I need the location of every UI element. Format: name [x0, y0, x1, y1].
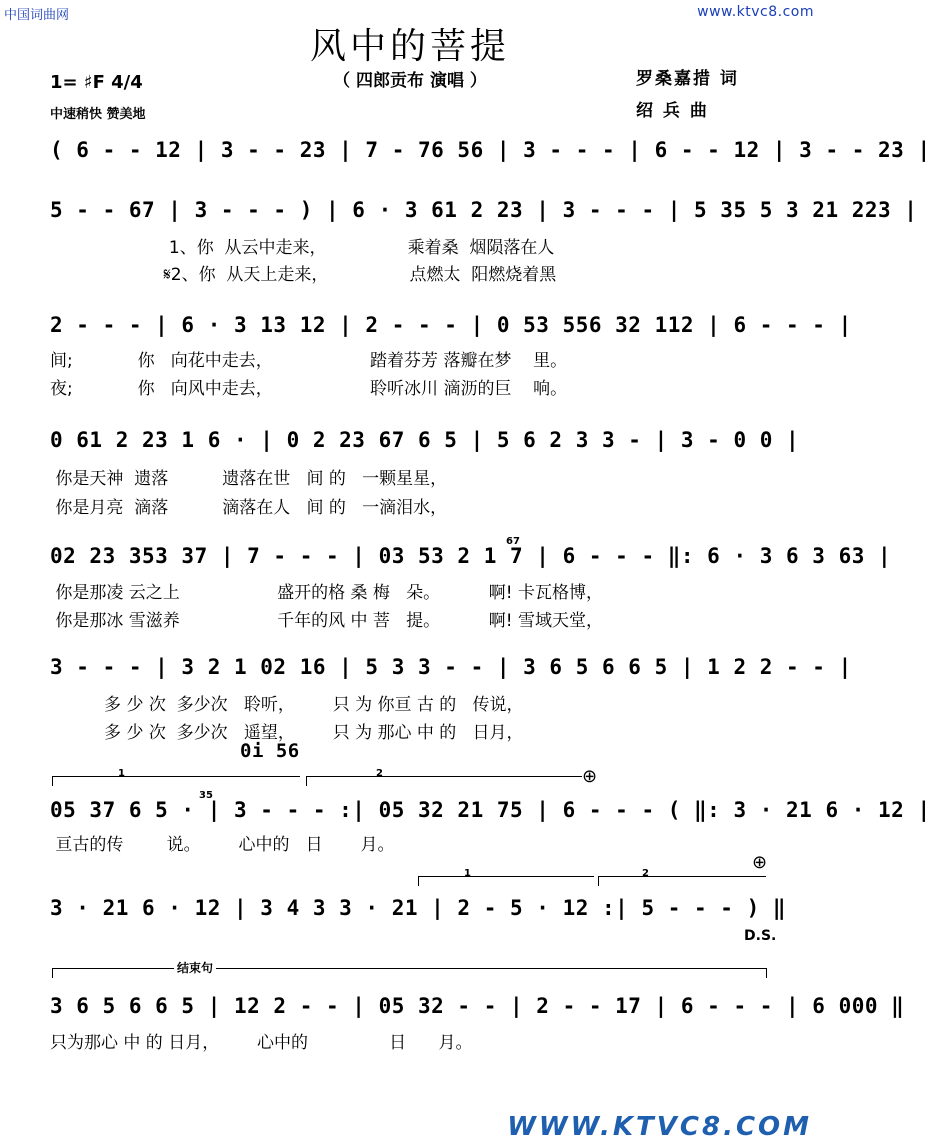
performer-line: （ 四郎贡布 演唱 ） [333, 71, 487, 91]
composer-credit: 绍 兵 曲 [636, 101, 709, 121]
lyric-row-2-verse-1: 1、你 从云中走来， 乘着桑 烟陨落在人 [50, 238, 555, 258]
song-title: 风中的菩提 [309, 26, 510, 67]
score-row-3: 2 - - - | 6 · 3 13 12 | 2 - - - | 0 53 556 32 112 | 6 - - - | [50, 313, 852, 337]
lyric-row-6-verse-2: 多 少 次 多少次 遥望， 只 为 那心 中 的 日月， [50, 723, 524, 743]
lyric-row-9: 只为那心 中 的 日月， 心中的 日 月。 [50, 1033, 473, 1053]
dal-segno-mark: D.S. [744, 928, 777, 944]
ending-label: 结束句 [174, 959, 216, 976]
site-watermark-bottom: WWW.KTVC8.COM [507, 1112, 812, 1142]
score-row-1: ( 6 - - 12 | 3 - - 23 | 7 - 76 56 | 3 - - - | 6 - - 12 | 3 - - 23 | [50, 138, 931, 162]
lyric-row-3-verse-2: 夜; 你 向风中走去， 聆听冰川 滴沥的巨 响。 [50, 379, 568, 399]
lyric-row-2-verse-2: 𝄋2、你 从天上走来， 点燃太 阳燃烧着黑 [50, 265, 557, 285]
score-row-6: 3 - - - | 3 2 1 02 16 | 5 3 3 - - | 3 6 5 6 6 5 | 1 2 2 - - | [50, 655, 852, 679]
volta-2-label-b: 2 [642, 868, 649, 879]
coda-sign-icon: ⊕ [582, 766, 598, 787]
coda-sign-end-icon: ⊕ [752, 852, 768, 873]
score-row-9: 3 6 5 6 6 5 | 12 2 - - | 05 32 - - | 2 - - 17 | 6 - - - | 6 000 ‖ [50, 994, 905, 1018]
score-row-4: 0 61 2 23 1 6 · | 0 2 23 67 6 5 | 5 6 2 3 3 - | 3 - 0 0 | [50, 428, 800, 452]
lyric-row-3-verse-1: 间; 你 向花中走去， 踏着芬芳 落瓣在梦 里。 [50, 351, 568, 371]
lyric-row-5-verse-1: 你是那凌 云之上 盛开的格 桑 梅 朵。 啊! 卡瓦格博， [50, 583, 603, 603]
lyric-row-4-verse-2: 你是月亮 滴落 滴落在人 间 的 一滴泪水， [50, 498, 448, 518]
lyric-row-7: 亘古的传 说。 心中的 日 月。 [50, 835, 395, 855]
grace-note-35: 35 [199, 790, 213, 801]
key-signature: 1= ♯F 4/4 [50, 72, 143, 93]
site-watermark-right: www.ktvc8.com [697, 4, 814, 20]
alternate-notes: 0i 56 [240, 740, 300, 762]
score-row-7: 05 37 6 5 · | 3 - - - :| 05 32 21 75 | 6 - - - ( ‖: 3 · 21 6 · 12 | [50, 798, 931, 822]
lyric-row-4-verse-1: 你是天神 遗落 遗落在世 间 的 一颗星星， [50, 469, 448, 489]
lyric-row-5-verse-2: 你是那冰 雪滋养 千年的风 中 菩 提。 啊! 雪域天堂， [50, 611, 603, 631]
volta-1-label: 1 [118, 768, 125, 779]
volta-2-label: 2 [376, 768, 383, 779]
score-row-5: 02 23 353 37 | 7 - - - | 03 53 2 1 7 | 6 - - - ‖: 6 · 3 6 3 63 | [50, 544, 892, 568]
site-watermark-left: 中国词曲网 [4, 8, 70, 23]
lyric-row-6-verse-1: 多 少 次 多少次 聆听， 只 为 你亘 古 的 传说， [50, 695, 524, 715]
tempo-marking: 中速稍快 赞美地 [50, 107, 146, 122]
lyricist-credit: 罗桑嘉措 词 [636, 69, 739, 89]
score-row-8: 3 · 21 6 · 12 | 3 4 3 3 · 21 | 2 - 5 · 12 :| 5 - - - ) ‖ [50, 896, 787, 920]
score-row-2: 5 - - 67 | 3 - - - ) | 6 · 3 61 2 23 | 3 - - - | 5 35 5 3 21 223 | [50, 198, 918, 222]
volta-1-label-b: 1 [464, 868, 471, 879]
grace-note-67: 67 [506, 536, 520, 547]
